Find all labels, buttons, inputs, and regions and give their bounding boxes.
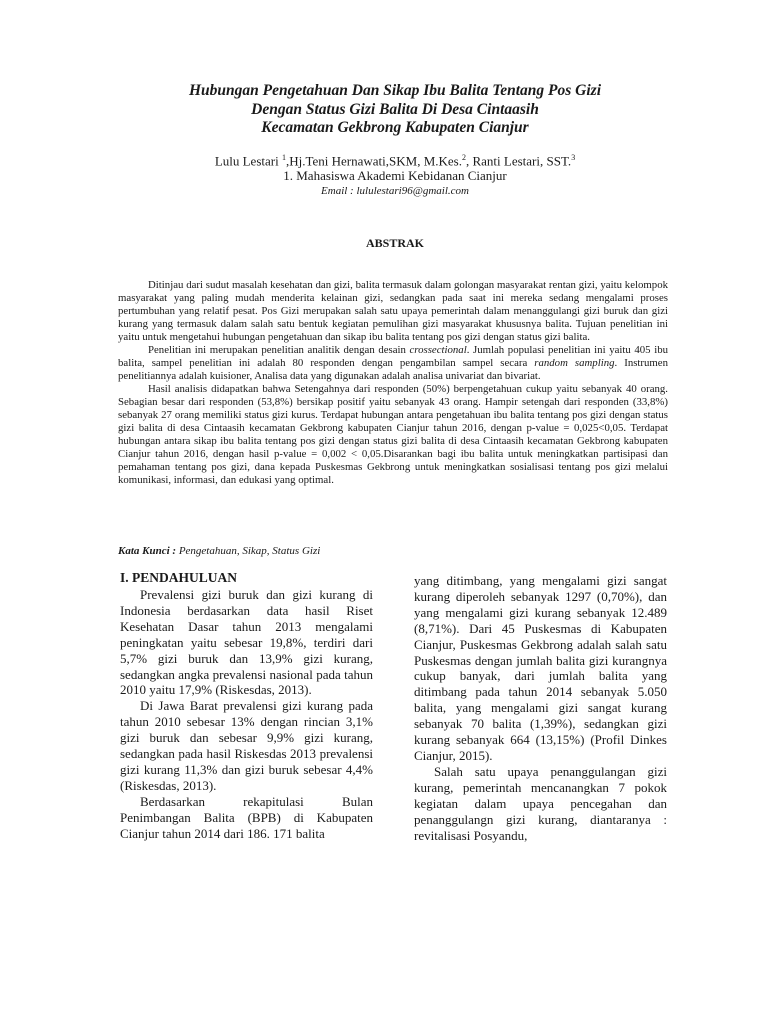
abstract-p2-italic-sampling: random sampling: [534, 357, 615, 369]
author-2: ,Hj.Teni Hernawati,SKM, M.Kes.: [285, 153, 462, 169]
abstract-p2-text-c: . Jumlah populasi penelitian ini yaitu 405 ibu balita, sampel penelitian ini adalah 80 responden dengan pengambilan sampel secara: [118, 344, 668, 369]
body-paragraph-2: Di Jawa Barat prevalensi gizi kurang pada tahun 2010 sebesar 13% dengan rincian 3,1% gizi buruk dan sebesar 9,9% gizi kurang, sedangkan pada hasil Riskesdas 2013 prevalensi gizi kurang 11,3% dan gizi buruk sebesar 4,4% (Riskesdas, 2013).: [120, 698, 373, 793]
author-list: [120, 150, 670, 169]
abstract-p2-text-a: Penelitian ini merupakan penelitian analitik dengan desain: [148, 344, 410, 356]
title-line-2: Dengan Status Gizi Balita Di Desa Cintaasih: [251, 100, 539, 118]
keywords-values: Pengetahuan, Sikap, Status Gizi: [178, 545, 321, 557]
section-heading-pendahuluan: I. PENDAHULUAN: [120, 570, 238, 585]
author-1-mark: 1: [281, 153, 286, 162]
author-3-mark: 3: [571, 153, 576, 162]
title-line-3: Kecamatan Gekbrong Kabupaten Cianjur: [261, 119, 529, 136]
abstract-heading: ABSTRAK: [365, 236, 424, 250]
abstract-paragraph-3: Hasil analisis didapatkan bahwa Setengahnya dari responden (50%) berpengetahuan cukup yaitu sebanyak 40 orang. Sebagian besar dari responden (53,8%) bersikap positif yaitu sebanyak 43 orang. Hampir setengah dari responden (33,8%) sebanyak 27 orang memiliki status gizi kurus. Terdapat hubungan antara pengetahuan ibu balita tentang pos gizi dengan status gizi balita di desa Cintaasih kecamatan Gekbrong kabupaten Cianjur tahun 2016, dengan p-value = 0,025<0,05. Terdapat hubungan antara sikap ibu balita tentang pos gizi dengan status gizi balita di desa Cintaasih kecamatan Gekbrong kabupaten Cianjur tahun 2016, dengan hasil p-value = 0,002 < 0,05.Disarankan bagi ibu balita untuk meningkatkan partisipasi dan pemahaman tentang pos gizi, dana kepada Puskesmas Gekbrong untuk meningkatkan sosialisasi tentang pos gizi melalui komunikasi, informasi, dan edukasi yang optimal.: [118, 383, 668, 486]
body-paragraph-4: Salah satu upaya penanggulangan gizi kurang, pemerintah mencanangkan 7 pokok kegiatan dalam upaya pencegahan dan penanggulangn gizi kurang, diantaranya : revitalisasi Posyandu,: [414, 763, 667, 843]
keywords: [118, 544, 668, 558]
author-3: , Ranti Lestari, SST.: [465, 153, 572, 169]
title-line-1: Hubungan Pengetahuan Dan Sikap Ibu Balita Tentang Pos Gizi: [188, 82, 601, 99]
body-paragraph-1: Prevalensi gizi buruk dan gizi kurang di Indonesia berdasarkan data hasil Riset Kesehatan Dasar tahun 2013 mengalami peningkatan yaitu sebesar 19,8%, terdiri dari 5,7% gizi buruk dan 13,9% gizi kurang, sedangkan angka prevalensi nasional pada tahun 2010 yaitu 17,9% (Riskesdas, 2013).: [120, 587, 373, 698]
body-column-right: [414, 573, 667, 843]
abstract-p2-text-e: . Instrumen penelitiannya adalah kuisioner, Analisa data yang digunakan adalah analisa univariat dan bivariat.: [118, 357, 668, 382]
abstract-p2-italic-design: crossectional: [409, 344, 467, 356]
author-email: Email : lululestari96@gmail.com: [321, 185, 469, 197]
body-paragraph-3: Berdasarkan rekapitulasi Bulan Penimbangan Balita (BPB) di Kabupaten Cianjur tahun 2014 dari 186. 171 balita: [120, 793, 373, 841]
abstract-paragraph-2: [118, 344, 668, 383]
body-column-left: [120, 570, 373, 842]
affiliation: 1. Mahasiswa Akademi Kebidanan Cianjur: [283, 168, 507, 183]
keywords-label: Kata Kunci :: [118, 545, 179, 557]
abstract-body: [118, 279, 668, 487]
author-1: Lulu Lestari: [214, 153, 282, 169]
paper-title: [100, 82, 690, 138]
body-paragraph-3-continued: yang ditimbang, yang mengalami gizi sangat kurang diperoleh sebanyak 1297 (0,70%), dan yang mengalami gizi kurang sebanyak 12.489 (8,71%). Dari 45 Puskesmas di Kabupaten Cianjur, Puskesmas Gekbrong adalah salah satu Puskesmas dengan jumlah balita gizi kurangnya cukup banyak, dari jumlah balita yang ditimbang pada tahun 2014 sebanyak 5.050 balita, yang mengalami gizi sangat kurang sebanyak 70 balita (1,39%), sedangkan gizi kurang sebanyak 664 (13,15%) (Profil Dinkes Cianjur, 2015).: [414, 573, 667, 763]
abstract-paragraph-1: Ditinjau dari sudut masalah kesehatan dan gizi, balita termasuk dalam golongan masyarakat rentan gizi, yaitu kelompok masyarakat yang paling mudah menderita kelainan gizi, sedangkan pada saat ini mereka sedang mengalami proses pertumbuhan yang relatif pesat. Pos Gizi merupakan salah satu upaya pemerintah dalam menanggulangi gizi buruk dan gizi kurang yang termasuk dalam salah satu bentuk kegiatan pemulihan gizi masyarakat khususnya balita. Tujuan penelitian ini yaitu untuk mengetahui hubungan pengetahuan dan sikap ibu balita tentang pos gizi dengan status gizi balita.: [118, 279, 668, 343]
author-2-mark: 2: [461, 153, 466, 162]
